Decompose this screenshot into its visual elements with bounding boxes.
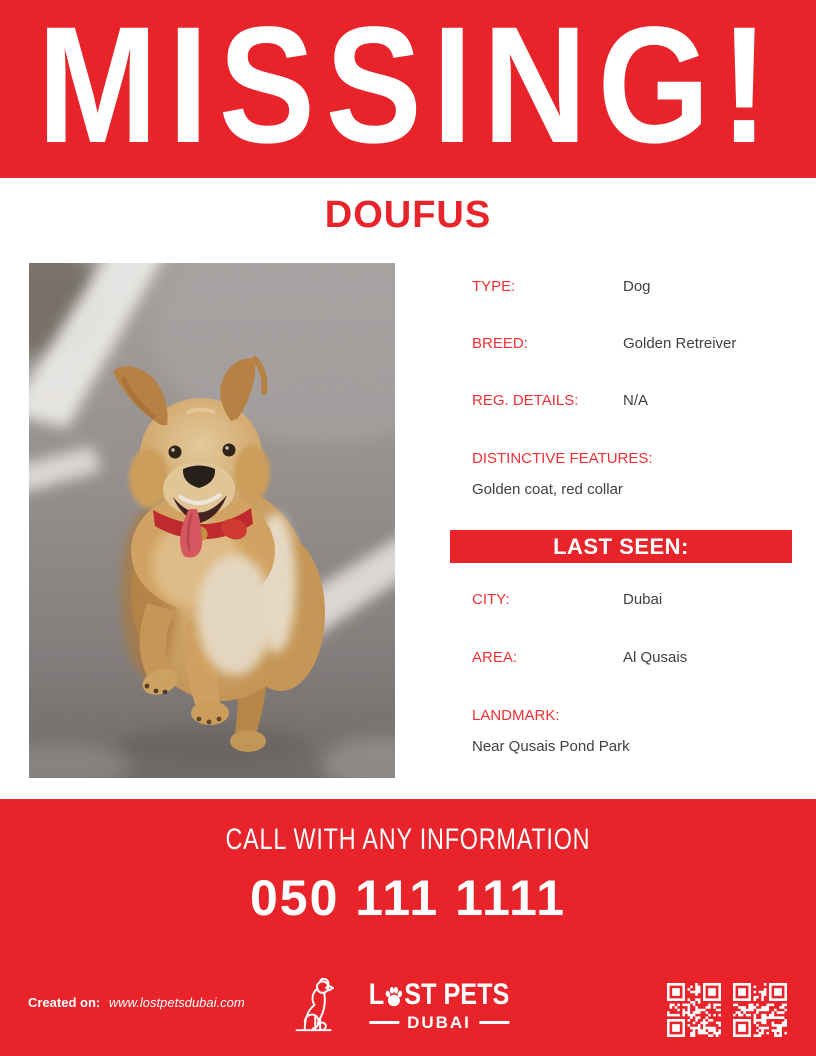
logo-dash-right — [479, 1021, 509, 1024]
logo-city: DUBAI — [407, 1012, 471, 1032]
logo-dash-left — [369, 1021, 399, 1024]
area-value: Al Qusais — [623, 649, 688, 666]
detail-row-reg-details — [450, 392, 792, 410]
last-seen-heading: LAST SEEN: — [553, 533, 689, 559]
website-url: www.lostpetsdubai.com — [108, 995, 245, 1010]
logo-wordmark — [355, 977, 522, 1032]
breed-value: Golden Retreiver — [623, 335, 737, 352]
detail-row-breed — [450, 335, 792, 353]
landmark-label: LANDMARK: — [472, 707, 560, 724]
logo-city-row — [369, 1014, 509, 1031]
qr-codes — [667, 983, 787, 1037]
call-heading: CALL WITH ANY INFORMATION — [225, 823, 591, 856]
pet-details — [450, 263, 792, 756]
created-on — [28, 995, 245, 1011]
paw-print-icon — [385, 986, 403, 1007]
created-on-label: Created on: — [28, 995, 101, 1010]
qr-code-left-icon — [667, 983, 721, 1037]
type-value: Dog — [623, 278, 651, 295]
missing-banner — [0, 0, 816, 178]
breed-label: BREED: — [472, 335, 528, 352]
distinctive-features-value: Golden coat, red collar — [472, 481, 623, 498]
lost-pets-dubai-logo — [293, 975, 522, 1035]
landmark-value: Near Qusais Pond Park — [472, 738, 630, 755]
distinctive-features-label: DISTINCTIVE FEATURES: — [472, 450, 653, 467]
pet-name: DOUFUS — [324, 194, 492, 236]
pet-photo — [29, 263, 395, 778]
detail-row-type — [450, 278, 792, 296]
reg-details-label: REG. DETAILS: — [472, 392, 579, 409]
type-label: TYPE: — [472, 278, 516, 295]
detail-row-area — [450, 649, 792, 667]
reg-details-value: N/A — [623, 392, 649, 409]
phone-number: 050 111 1111 — [249, 870, 567, 926]
qr-code-right-icon — [733, 983, 787, 1037]
logo-name: L ST PETS — [368, 977, 510, 1011]
area-label: AREA: — [472, 649, 518, 666]
pet-photo-image — [29, 263, 395, 778]
contact-section — [0, 799, 816, 1056]
city-value: Dubai — [623, 591, 663, 608]
detail-row-city — [450, 591, 792, 609]
city-label: CITY: — [472, 591, 510, 608]
poster-title: MISSING! — [37, 0, 779, 178]
dog-outline-icon — [293, 975, 345, 1035]
last-seen-banner — [450, 530, 792, 563]
